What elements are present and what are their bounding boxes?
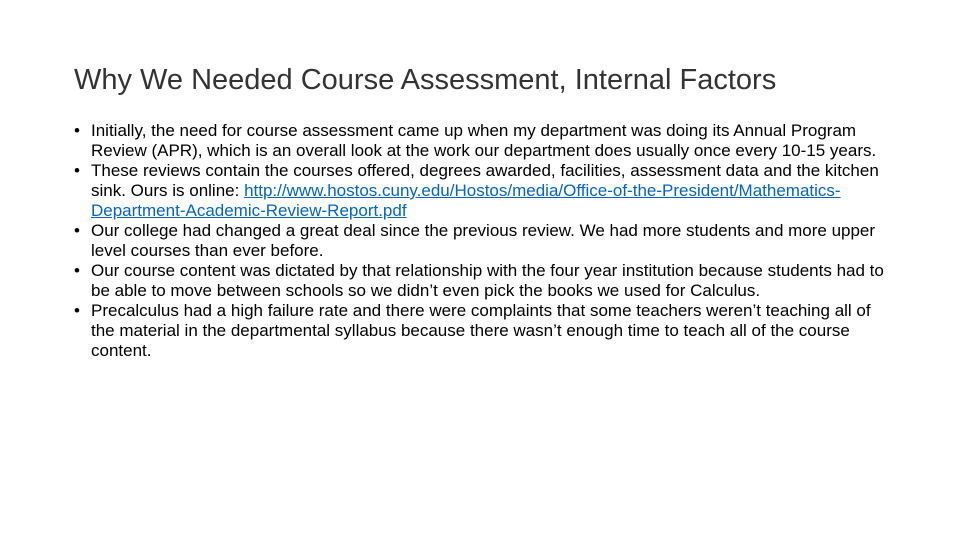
bullet-text: These reviews contain the courses offered, degrees awarded, facilities, assessment data and the kitchen sink. Ours is online: [91, 161, 879, 200]
bullet-icon: • [74, 221, 80, 240]
bullet-item-college-changed [74, 221, 894, 261]
bullet-list [74, 121, 894, 361]
slide-title: Why We Needed Course Assessment, Internal Factors [74, 64, 777, 96]
bullet-icon: • [74, 121, 80, 140]
bullet-text: Initially, the need for course assessment came up when my department was doing its Annual Program Review (APR), which is an overall look at the work our department does usually once every 10-15 years. [91, 121, 877, 160]
report-link[interactable]: http://www.hostos.cuny.edu/Hostos/media/Office-of-the-President/Mathematics-Department-Academic-Review-Report.pdf [91, 181, 841, 220]
bullet-icon: • [74, 161, 80, 180]
bullet-text: Our course content was dictated by that relationship with the four year institution because students had to be able to move between schools so we didn’t even pick the books we used for Calculus. [91, 261, 884, 300]
bullet-icon: • [74, 301, 80, 320]
bullet-item-reviews [74, 161, 894, 221]
bullet-item-precalculus [74, 301, 894, 361]
bullet-item-course-content [74, 261, 894, 301]
bullet-text: Our college had changed a great deal since the previous review. We had more students and more upper level courses than ever before. [91, 221, 876, 260]
bullet-text: Precalculus had a high failure rate and there were complaints that some teachers weren’t teaching all of the material in the departmental syllabus because there wasn’t enough time to teach all of the course content. [91, 301, 871, 360]
bullet-item-apr [74, 121, 894, 161]
bullet-icon: • [74, 261, 80, 280]
